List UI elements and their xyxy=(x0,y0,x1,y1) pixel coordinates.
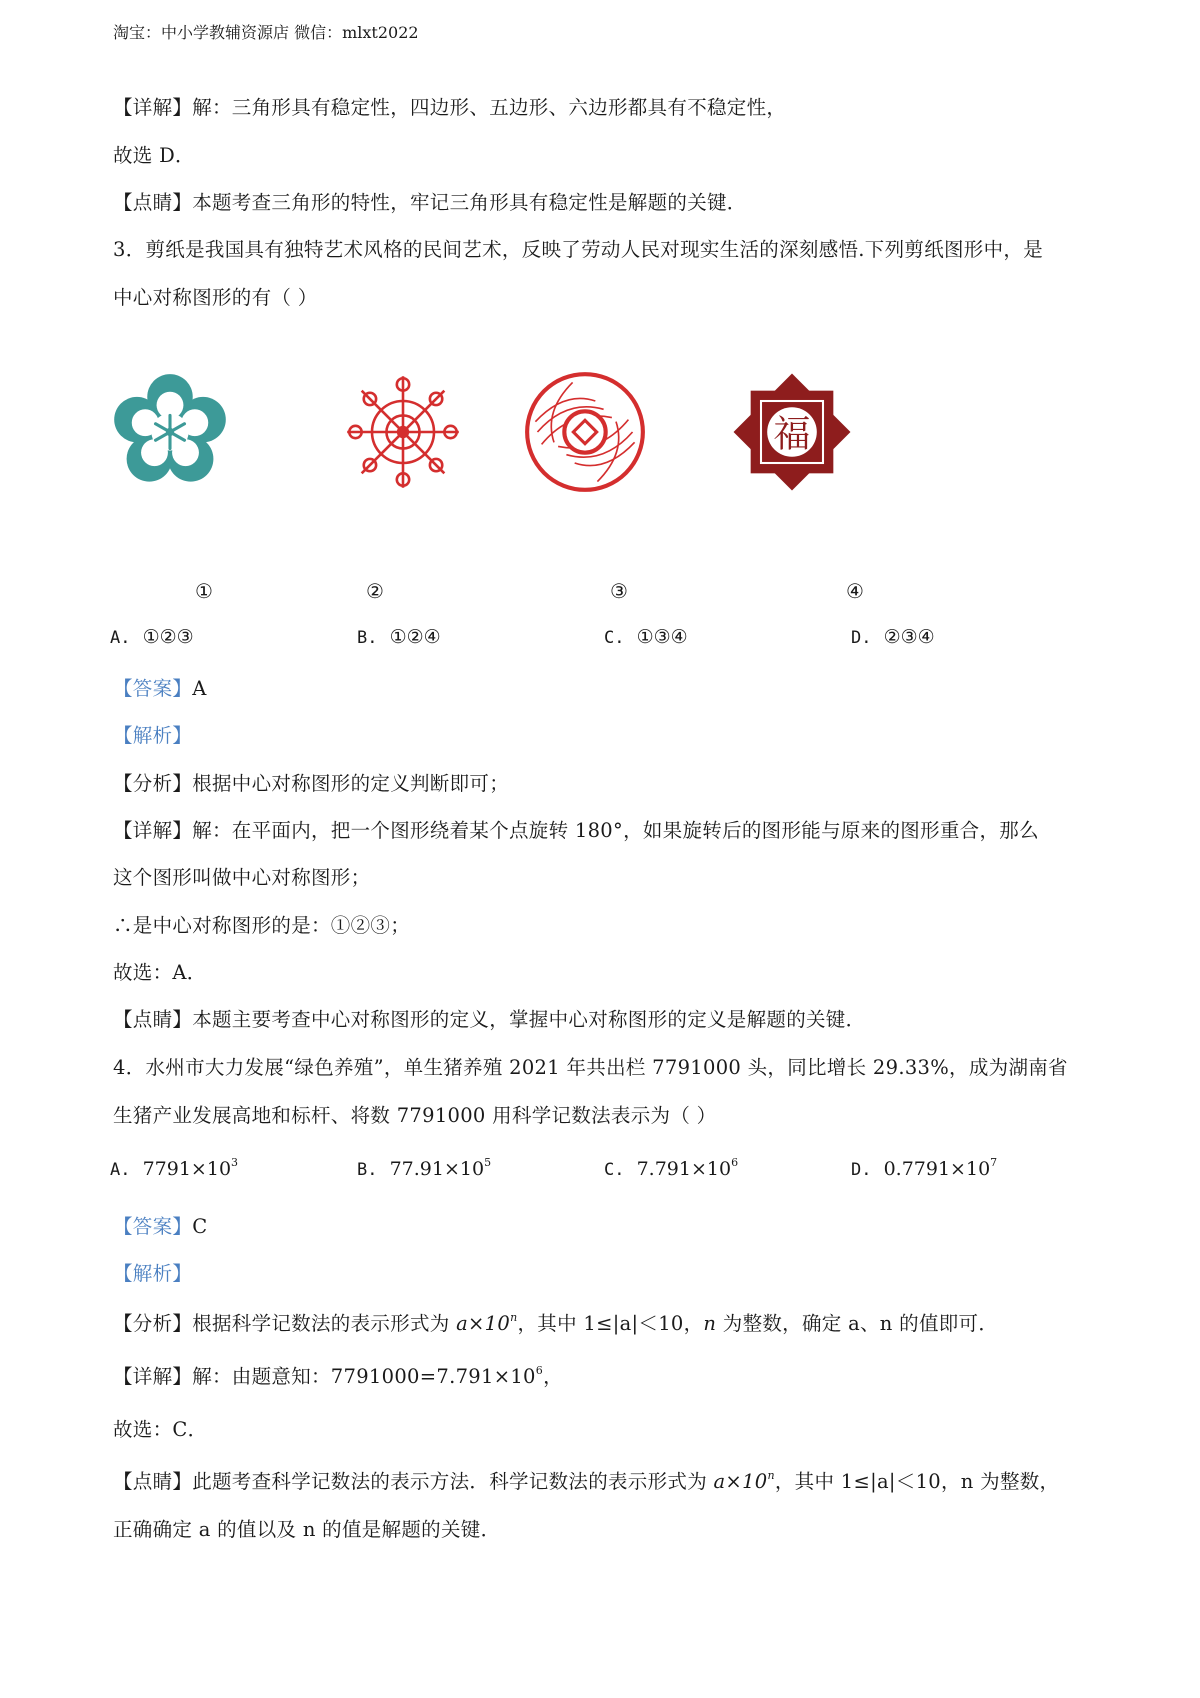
page-header: 淘宝：中小学教辅资源店 微信：mlxt2022 xyxy=(113,23,419,42)
paper-cut-figure-2 xyxy=(341,370,465,494)
fu-character: 福 xyxy=(773,411,811,456)
question-3-line-2: 中心对称图形的有（ ） xyxy=(113,286,318,309)
detail-line: 【详解】解：由题意知：$7791000=7.791\times 10^6$， xyxy=(113,1364,563,1388)
analysis-line: 【分析】根据科学记数法的表示形式为 $a\times 10^n$，其中 1≤|a|＜10，n 为整数，确定 a、n 的值即可． xyxy=(113,1311,999,1335)
detail-line: 这个图形叫做中心对称图形； xyxy=(113,866,371,889)
figure-number: ④ xyxy=(846,579,864,603)
paper-cut-figure-1 xyxy=(108,370,232,494)
comment-line: 正确确定 a 的值以及 n 的值是解题的关键． xyxy=(113,1518,501,1541)
comment-line: 【点睛】本题主要考查中心对称图形的定义，掌握中心对称图形的定义是解题的关键． xyxy=(113,1008,866,1031)
answer-line: 【答案】C xyxy=(113,1215,208,1238)
analysis-heading: 【解析】 xyxy=(113,1262,193,1285)
question-4-line-2: 生猪产业发展高地和标杆、将数 7791000 用科学记数法表示为（ ） xyxy=(113,1104,717,1127)
figure-number: ② xyxy=(366,579,384,603)
detail-line: ∴是中心对称图形的是：①②③； xyxy=(113,914,411,937)
analysis-line: 【分析】根据中心对称图形的定义判断即可； xyxy=(113,772,510,795)
option-c: C. ①③④ xyxy=(604,626,688,648)
comment-line: 【点睛】此题考查科学记数法的表示方法．科学记数法的表示形式为 $a\times 10^n$，其中 1≤|a|＜10，n 为整数， xyxy=(113,1469,1060,1493)
option-d: D. $0.7791\times 10^7$ xyxy=(851,1156,998,1180)
paper-cut-figure-4 xyxy=(730,370,854,494)
option-a: A. $7791\times 10^3$ xyxy=(110,1156,239,1180)
choice-line: 故选 D． xyxy=(113,144,195,167)
answer-line: 【答案】A xyxy=(113,677,207,700)
figure-number: ① xyxy=(195,579,213,603)
paper-cut-figure-3 xyxy=(523,370,647,494)
detail-line: 【详解】解：在平面内，把一个图形绕着某个点旋转 180°，如果旋转后的图形能与原来的图形重合，那么 xyxy=(113,819,1039,842)
option-b: B. ①②④ xyxy=(357,626,441,648)
figure-number: ③ xyxy=(610,579,628,603)
detail-line: 【详解】解：三角形具有稳定性，四边形、五边形、六边形都具有不稳定性， xyxy=(113,96,787,119)
comment-line: 【点睛】本题考查三角形的特性，牢记三角形具有稳定性是解题的关键． xyxy=(113,191,747,214)
question-4-line-1: 4．水州市大力发展“绿色养殖”，单生猪养殖 2021 年共出栏 7791000 头，同比增长 29.33%，成为湖南省 xyxy=(113,1056,1068,1079)
option-a: A. ①②③ xyxy=(110,626,194,648)
choice-line: 故选：A． xyxy=(113,961,207,984)
option-d: D. ②③④ xyxy=(851,626,935,648)
analysis-heading: 【解析】 xyxy=(113,724,193,747)
option-c: C. $7.791\times 10^6$ xyxy=(604,1156,739,1180)
choice-line: 故选：C． xyxy=(113,1418,208,1441)
question-3-line-1: 3．剪纸是我国具有独特艺术风格的民间艺术，反映了劳动人民对现实生活的深刻感悟.下列剪纸图形中，是 xyxy=(113,238,1044,261)
option-b: B. $77.91\times 10^5$ xyxy=(357,1156,492,1180)
